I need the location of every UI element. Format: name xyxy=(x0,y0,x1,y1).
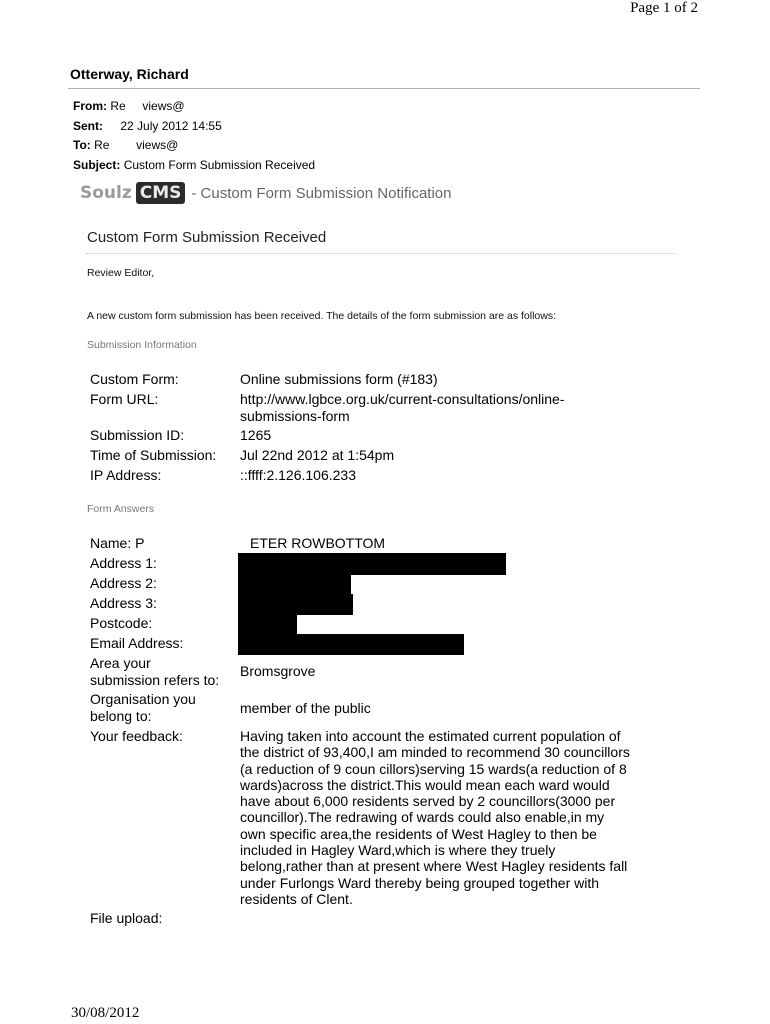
feedback-text xyxy=(240,728,630,907)
redaction-email xyxy=(238,634,464,655)
form-url-line2: submissions-form xyxy=(240,408,350,424)
redaction-address1 xyxy=(238,553,506,575)
area-label-line2: submission refers to: xyxy=(90,672,220,688)
logo-brand: Soulz xyxy=(80,183,132,203)
feedback-line: wards)across the district.This would mean each ward would xyxy=(240,776,610,793)
redaction-address2 xyxy=(238,574,351,596)
org-label-line2: belong to: xyxy=(90,708,152,724)
form-answers-caption: Form Answers xyxy=(87,503,155,515)
feedback-line: (a reduction of 9 coun cillors)serving 15 wards(a reduction of 8 xyxy=(240,760,627,777)
feedback-line: included in Hagley Ward,which is where they truely xyxy=(240,842,556,859)
logo-cms: CMS xyxy=(136,182,186,204)
redaction-address3 xyxy=(238,594,353,615)
area-label-line1: Area your xyxy=(90,655,151,671)
sent-value: 22 July 2012 14:55 xyxy=(120,119,222,133)
ip-label: IP Address: xyxy=(90,467,162,483)
cms-logo xyxy=(80,182,451,204)
feedback-line: have about 6,000 residents served by 2 councillors(3000 per xyxy=(240,793,616,810)
time-label: Time of Submission: xyxy=(90,447,217,463)
feedback-line: belong,rather than at present where West Hagley residents fall xyxy=(240,858,628,875)
from-row xyxy=(73,99,185,113)
custom-form-value: Online submissions form (#183) xyxy=(240,371,438,387)
divider xyxy=(68,88,700,89)
submission-info-caption: Submission Information xyxy=(87,339,197,351)
from-label: From: xyxy=(73,99,107,113)
feedback-line: councillor).The redrawing of wards could also enable,in my xyxy=(240,809,605,826)
file-upload-label: File upload: xyxy=(90,910,163,926)
org-label-line1: Organisation you xyxy=(90,691,196,707)
feedback-label: Your feedback: xyxy=(90,728,183,744)
submission-id-label: Submission ID: xyxy=(90,427,185,443)
intro-text: A new custom form submission has been received. The details of the form submission are as follows: xyxy=(87,310,557,322)
to-value: Re views@ xyxy=(94,138,179,152)
org-value: member of the public xyxy=(240,700,371,716)
form-heading: Custom Form Submission Received xyxy=(87,229,327,246)
sent-row xyxy=(73,119,222,133)
feedback-line: own specific area,the residents of West Hagley to then be xyxy=(240,825,597,842)
name-label: Name: P xyxy=(90,535,145,551)
to-label: To: xyxy=(73,138,91,152)
name-value: ETER ROWBOTTOM xyxy=(250,535,386,551)
time-value: Jul 22nd 2012 at 1:54pm xyxy=(240,447,395,463)
from-value: Re views@ xyxy=(110,99,185,113)
address1-label: Address 1: xyxy=(90,555,157,571)
feedback-line: Having taken into account the estimated current population of xyxy=(240,728,621,744)
notification-title: - Custom Form Submission Notification xyxy=(191,184,452,202)
to-row xyxy=(73,138,178,152)
custom-form-label: Custom Form: xyxy=(90,371,179,387)
dotted-divider xyxy=(86,253,676,254)
postcode-label: Postcode: xyxy=(90,615,153,631)
page-number: Page 1 of 2 xyxy=(630,0,698,16)
form-url-label: Form URL: xyxy=(90,391,159,407)
feedback-line: under Furlongs Ward thereby being grouped together with xyxy=(240,874,600,891)
address3-label: Address 3: xyxy=(90,595,157,611)
area-value: Bromsgrove xyxy=(240,663,316,679)
address2-label: Address 2: xyxy=(90,575,157,591)
redaction-postcode xyxy=(238,614,297,635)
sender-name: Otterway, Richard xyxy=(70,66,189,82)
sent-label: Sent: xyxy=(73,119,103,133)
subject-row xyxy=(73,158,315,172)
submission-id-value: 1265 xyxy=(240,427,272,443)
ip-value: ::ffff:2.126.106.233 xyxy=(240,467,356,483)
greeting: Review Editor, xyxy=(87,267,155,279)
subject-value: Custom Form Submission Received xyxy=(123,158,316,172)
subject-label: Subject: xyxy=(73,158,121,172)
form-url-line1: http://www.lgbce.org.uk/current-consultations/online- xyxy=(240,391,565,407)
feedback-line: the district of 93,400,I am minded to recommend 30 councillors xyxy=(240,744,630,761)
email-address-label: Email Address: xyxy=(90,635,184,651)
feedback-line: residents of Clent. xyxy=(240,890,353,907)
footer-date: 30/08/2012 xyxy=(71,1005,140,1021)
